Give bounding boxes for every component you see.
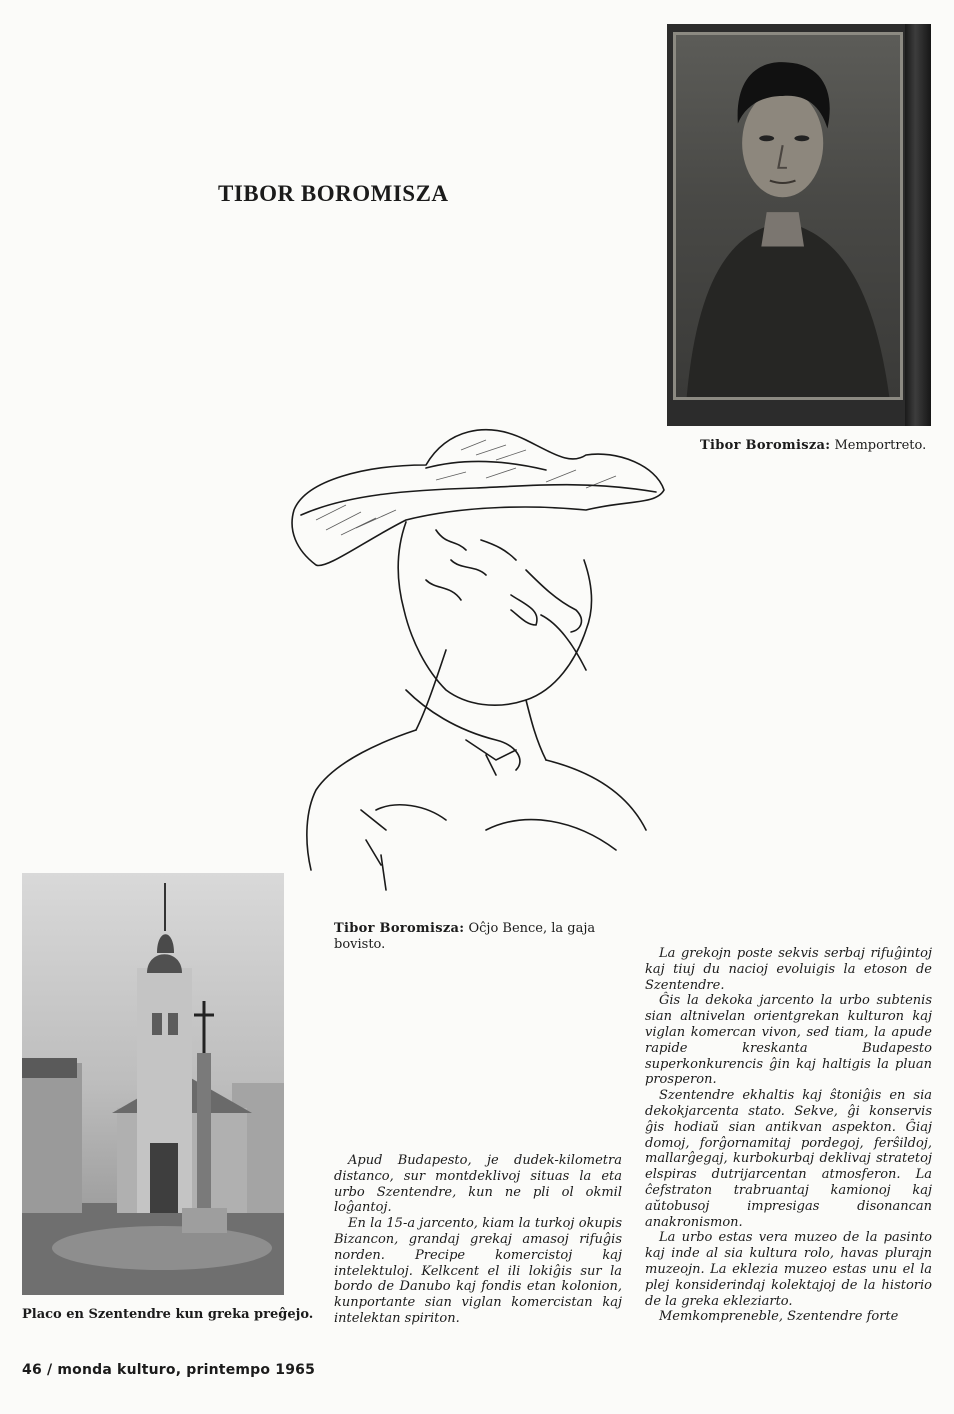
portrait-painting [676,35,900,397]
frame-edge [905,24,931,426]
sketch-caption-text: Oĉjo Bence, la gaja bovisto. [334,921,596,952]
sketch-illustration [286,410,666,910]
paragraph: Apud Budapesto, je dudek-kilometra distanco, sur montdeklivoj situas la eta urbo Szentendre, kun ne pli ol okmil loĝantoj. [334,1153,622,1216]
paragraph: Memkompreneble, Szentendre forte [659,1309,899,1325]
portrait-caption [700,438,926,454]
portrait-caption-text: Memportreto. [830,438,927,453]
church-illustration [22,873,284,1295]
portrait-caption-artist: Tibor Boromisza: [700,438,831,453]
paragraph: Szentendre ekhaltis kaj ŝtoniĝis en sia dekokjarcenta stato. Sekve, ĝi konservis ĝis hodiaŭ sian antikvan aspekton. Ĝiaj domoj, forĝornamitaj pordegoj, ferŝildoj, mallarĝegaj, kurbokurbaj deklivaj stratetoj elspiras dutrijarcentan atmosferon. La ĉefstraton trabruantaj kamionoj kaj aŭtobusoj impresigas disonancan anakronismon. [645,1088,932,1230]
paragraph: La urbo estas vera muzeo de la pasinto kaj inde al sia kultura rolo, havas plurajn muzeojn. La eklezia muzeo estas unu el la plej konsiderindaj kolektajoj de la historio de la greka ekleziarto. [645,1230,932,1309]
self-portrait-photo [667,24,931,426]
paragraph: Ĝis la dekoka jarcento la urbo subtenis sian altnivelan orientgrekan kulturon kaj viglan komercan vivon, sed tiam, la apude rapide kreskanta Budapesto superkonkurencis ĝin kaj haltigis la pluan prosperon. [645,993,932,1088]
paragraph: La grekojn poste sekvis serbaj rifuĝintoj kaj tiuj du nacioj evoluigis la etoson de Szentendre. [645,946,932,993]
sketch-caption-artist: Tibor Boromisza: [334,921,465,936]
article-column-middle [334,1153,622,1327]
church-caption: Placo en Szentendre kun greka preĝejo. [22,1307,314,1322]
sketch-caption [334,921,624,953]
article-column-right [645,946,932,1325]
page-footer: 46 / monda kulturo, printempo 1965 [22,1362,316,1378]
paragraph: En la 15-a jarcento, kiam la turkoj okupis Bizancon, grandaj grekaj amasoj rifuĝis norden. Precipe komercistoj kaj intelektuloj. Kelkcent el ili lokiĝis sur la bordo de Danubo kaj fondis etan kolonion, kunportante sian viglan komercistan kaj intelektan spiriton. [334,1216,622,1326]
church-square-photo [22,873,284,1295]
article-title: TIBOR BOROMISZA [218,181,449,206]
